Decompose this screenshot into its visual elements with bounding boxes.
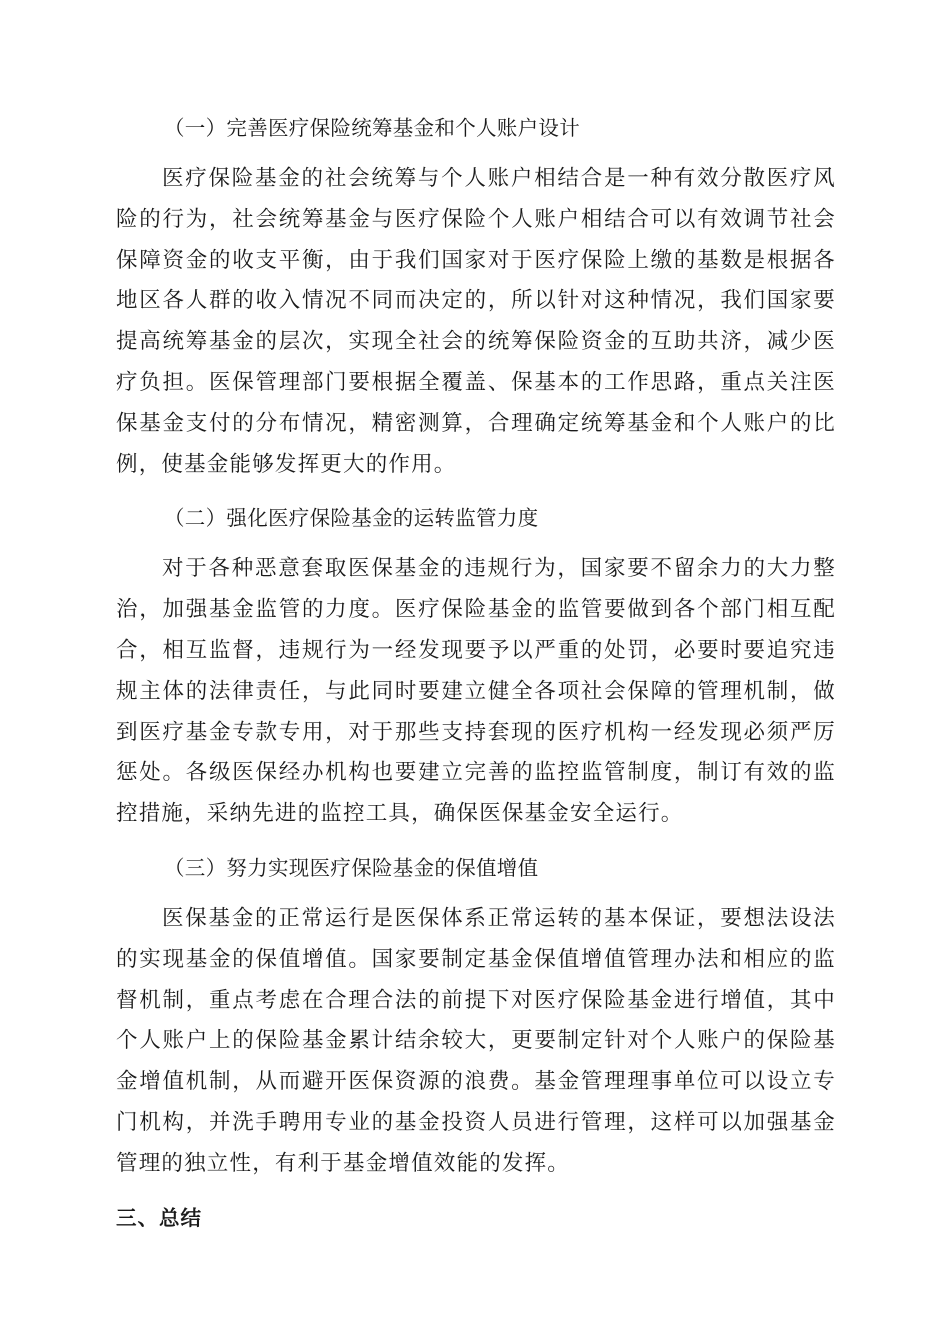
subheading-3: （三）努力实现医疗保险基金的保值增值 <box>164 855 539 880</box>
subheading-2: （二）强化医疗保险基金的运转监管力度 <box>164 506 539 531</box>
paragraph-1: 医疗保险基金的社会统筹与个人账户相结合是一种有效分散医疗风险的行为，社会统筹基金与医疗保险个人账户相结合可以有效调节社会保障资金的收支平衡，由于我们国家对于医疗保险上缴的基数是根据各地区各人群的收入情况不同而决定的，所以针对这种情况，我们国家要提高统筹基金的层次，实现全社会的统筹保险资金的互助共济，减少医疗负担。医保管理部门要根据全覆盖、保基本的工作思路，重点关注医保基金支付的分布情况，精密测算，合理确定统筹基金和个人账户的比例，使基金能够发挥更大的作用。 <box>116 166 836 477</box>
subheading-1: （一）完善医疗保险统筹基金和个人账户设计 <box>164 116 580 140</box>
document-body <box>116 108 836 1238</box>
paragraph-3: 医保基金的正常运行是医保体系正常运转的基本保证，要想法设法的实现基金的保值增值。国家要制定基金保值增值管理办法和相应的监督机制，重点考虑在合理合法的前提下对医疗保险基金进行增值，其中个人账户上的保险基金累计结余较大，更要制定针对个人账户的保险基金增值机制，从而避开医保资源的浪费。基金管理理事单位可以设立专门机构，并洗手聘用专业的基金投资人员进行管理，这样可以加强基金管理的独立性，有利于基金增值效能的发挥。 <box>116 905 836 1176</box>
section-heading-summary: 三、总结 <box>116 1205 202 1230</box>
paragraph-2: 对于各种恶意套取医保基金的违规行为，国家要不留余力的大力整治，加强基金监管的力度。医疗保险基金的监管要做到各个部门相互配合，相互监督，违规行为一经发现要予以严重的处罚，必要时要追究违规主体的法律责任，与此同时要建立健全各项社会保障的管理机制，做到医疗基金专款专用，对于那些支持套现的医疗机构一经发现必须严厉惩处。各级医保经办机构也要建立完善的监控监管制度，制订有效的监控措施，采纳先进的监控工具，确保医保基金安全运行。 <box>116 556 836 827</box>
